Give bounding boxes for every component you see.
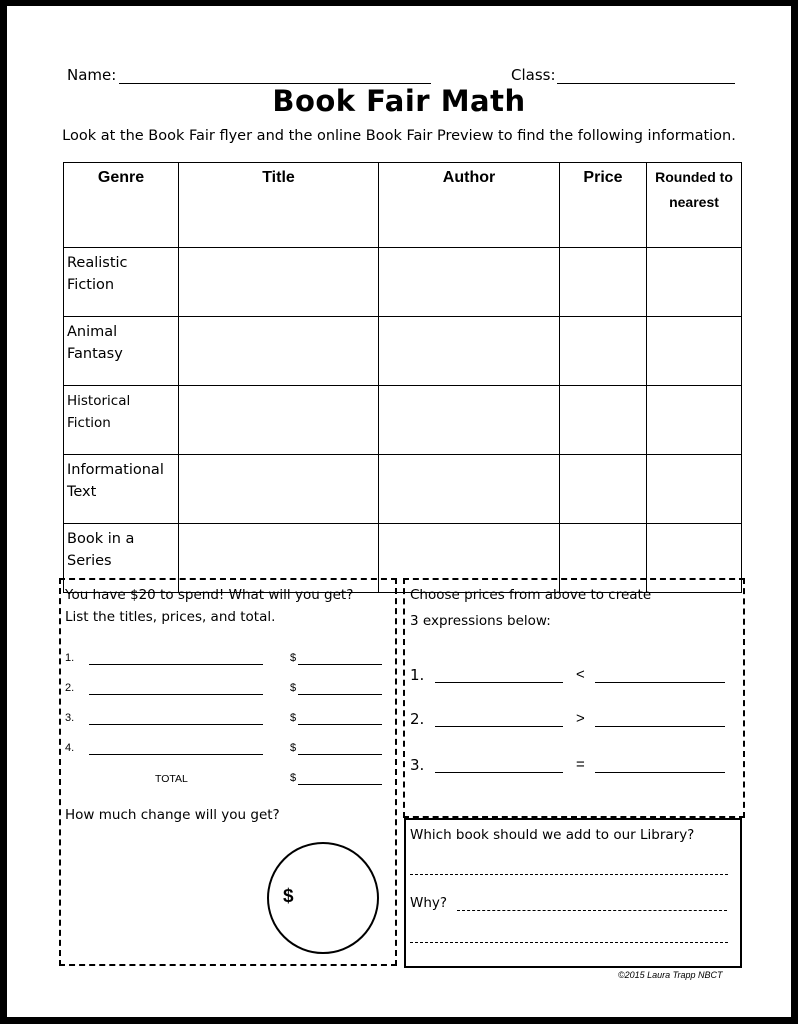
item-price-field[interactable] xyxy=(298,754,382,755)
price-cell[interactable] xyxy=(560,386,647,455)
expression-left-field[interactable] xyxy=(435,682,563,683)
expression-number: 1. xyxy=(410,666,425,684)
expression-left-field[interactable] xyxy=(435,726,563,727)
title-cell[interactable] xyxy=(179,248,379,317)
expressions-prompt-line2: 3 expressions below: xyxy=(410,613,551,629)
genre-cell: Animal Fantasy xyxy=(64,317,179,386)
equals-symbol: = xyxy=(576,756,585,773)
library-book-field[interactable] xyxy=(410,874,728,875)
price-cell[interactable] xyxy=(560,455,647,524)
title-cell[interactable] xyxy=(179,455,379,524)
spending-prompt-line2: List the titles, prices, and total. xyxy=(65,609,276,625)
genre-cell: Realistic Fiction xyxy=(64,248,179,317)
expression-right-field[interactable] xyxy=(595,682,725,683)
title-cell[interactable] xyxy=(179,317,379,386)
table-row xyxy=(64,248,742,317)
table-row xyxy=(64,386,742,455)
item-number: 3. xyxy=(65,712,75,724)
genre-cell: Book in a Series xyxy=(64,524,179,593)
author-cell[interactable] xyxy=(379,317,560,386)
total-field[interactable] xyxy=(298,784,382,785)
column-header-price: Price xyxy=(560,163,647,248)
less-than-symbol: < xyxy=(576,666,585,683)
dollar-icon: $ xyxy=(283,886,294,907)
rounded-cell[interactable] xyxy=(647,386,742,455)
author-cell[interactable] xyxy=(379,248,560,317)
item-price-field[interactable] xyxy=(298,724,382,725)
author-cell[interactable] xyxy=(379,386,560,455)
table-row xyxy=(64,317,742,386)
genre-cell: Historical Fiction xyxy=(64,386,179,455)
expression-number: 2. xyxy=(410,710,425,728)
expression-right-field[interactable] xyxy=(595,772,725,773)
total-label: TOTAL xyxy=(155,773,188,785)
table-header-row xyxy=(64,163,742,248)
name-label: Name: xyxy=(67,66,117,84)
item-title-field[interactable] xyxy=(89,694,263,695)
change-answer-circle[interactable] xyxy=(267,842,379,954)
item-number: 4. xyxy=(65,742,75,754)
dollar-sign: $ xyxy=(290,652,297,664)
item-title-field[interactable] xyxy=(89,724,263,725)
why-field-line1[interactable] xyxy=(457,910,727,911)
column-header-author: Author xyxy=(379,163,560,248)
item-title-field[interactable] xyxy=(89,664,263,665)
price-cell[interactable] xyxy=(560,317,647,386)
dollar-sign: $ xyxy=(290,712,297,724)
column-header-title: Title xyxy=(179,163,379,248)
expression-number: 3. xyxy=(410,756,425,774)
column-header-genre: Genre xyxy=(64,163,179,248)
spending-prompt-line1: You have $20 to spend! What will you get? xyxy=(65,587,354,603)
table-row xyxy=(64,455,742,524)
item-number: 2. xyxy=(65,682,75,694)
expression-right-field[interactable] xyxy=(595,726,725,727)
worksheet-page xyxy=(7,6,791,1017)
rounded-cell[interactable] xyxy=(647,317,742,386)
dollar-sign: $ xyxy=(290,742,297,754)
dollar-sign: $ xyxy=(290,682,297,694)
expressions-prompt-line1: Choose prices from above to create xyxy=(410,587,652,603)
item-number: 1. xyxy=(65,652,75,664)
column-header-rounded: Rounded to nearest xyxy=(647,163,742,248)
page-title: Book Fair Math xyxy=(272,84,526,118)
title-cell[interactable] xyxy=(179,386,379,455)
instructions-text: Look at the Book Fair flyer and the online Book Fair Preview to find the following information. xyxy=(62,128,736,144)
item-price-field[interactable] xyxy=(298,694,382,695)
why-field-line2[interactable] xyxy=(410,942,728,943)
library-question: Which book should we add to our Library? xyxy=(410,827,695,843)
greater-than-symbol: > xyxy=(576,710,585,727)
rounded-cell[interactable] xyxy=(647,455,742,524)
change-question: How much change will you get? xyxy=(65,807,280,823)
dollar-sign: $ xyxy=(290,772,297,784)
item-price-field[interactable] xyxy=(298,664,382,665)
item-title-field[interactable] xyxy=(89,754,263,755)
expression-left-field[interactable] xyxy=(435,772,563,773)
author-cell[interactable] xyxy=(379,455,560,524)
price-cell[interactable] xyxy=(560,248,647,317)
class-label: Class: xyxy=(511,66,556,84)
book-table xyxy=(63,162,742,593)
copyright-text: ©2015 Laura Trapp NBCT xyxy=(618,970,723,980)
genre-cell: Informational Text xyxy=(64,455,179,524)
rounded-cell[interactable] xyxy=(647,248,742,317)
why-label: Why? xyxy=(410,895,448,911)
